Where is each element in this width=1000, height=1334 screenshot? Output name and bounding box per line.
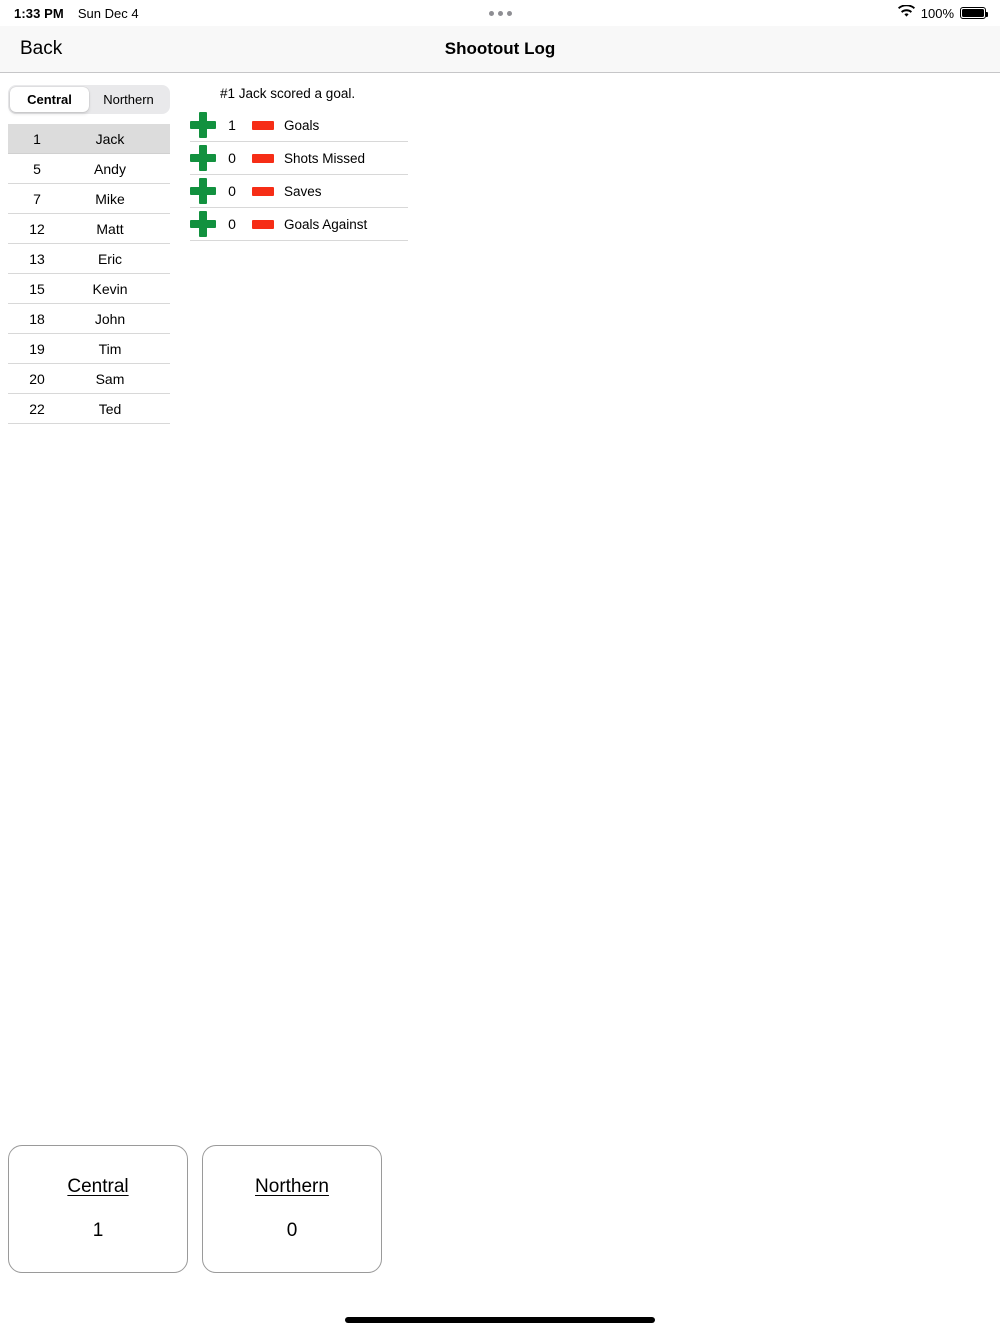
segment-central[interactable]: Central xyxy=(10,87,89,112)
table-row[interactable] xyxy=(8,124,170,154)
table-row[interactable] xyxy=(8,334,170,364)
table-row[interactable] xyxy=(8,274,170,304)
player-number: 5 xyxy=(33,160,41,177)
status-time: 1:33 PM xyxy=(14,5,64,21)
page-title: Shootout Log xyxy=(444,39,556,58)
table-row[interactable] xyxy=(8,304,170,334)
stat-panel xyxy=(190,83,610,241)
home-indicator[interactable] xyxy=(345,1317,655,1323)
score-value: 0 xyxy=(286,1220,298,1241)
roster-list xyxy=(8,124,170,424)
stat-row-goals xyxy=(190,109,408,142)
player-name: Jack xyxy=(95,130,125,147)
back-button[interactable]: Back xyxy=(0,38,62,60)
stat-row-saves xyxy=(190,175,408,208)
minus-icon[interactable] xyxy=(252,187,274,196)
stat-row-goals-against xyxy=(190,208,408,241)
score-value: 1 xyxy=(92,1220,104,1241)
player-number: 13 xyxy=(29,250,45,267)
minus-icon[interactable] xyxy=(252,220,274,229)
more-dots-icon xyxy=(489,11,512,16)
table-row[interactable] xyxy=(8,154,170,184)
main-content xyxy=(0,73,1000,1333)
navigation-bar xyxy=(0,26,1000,73)
stat-label: Saves xyxy=(284,183,322,199)
minus-icon[interactable] xyxy=(252,121,274,130)
player-name: Tim xyxy=(98,340,122,357)
status-date: Sun Dec 4 xyxy=(77,5,139,21)
status-bar xyxy=(0,0,1000,26)
team-segmented-control[interactable] xyxy=(8,85,170,114)
table-row[interactable] xyxy=(8,244,170,274)
battery-icon xyxy=(960,7,986,19)
player-number: 18 xyxy=(29,310,45,327)
status-bar-right xyxy=(898,5,986,21)
player-name: Matt xyxy=(96,220,124,237)
plus-icon[interactable] xyxy=(190,112,216,138)
player-number: 22 xyxy=(29,400,45,417)
player-number: 19 xyxy=(29,340,45,357)
table-row[interactable] xyxy=(8,394,170,424)
segment-northern[interactable]: Northern xyxy=(103,92,154,107)
score-card-northern[interactable] xyxy=(202,1145,382,1273)
stat-label: Goals Against xyxy=(284,216,368,232)
scoreboard xyxy=(8,1145,382,1273)
stat-label: Goals xyxy=(284,117,320,133)
score-team-name: Central xyxy=(67,1176,129,1197)
player-name: Andy xyxy=(94,160,126,177)
plus-icon[interactable] xyxy=(190,211,216,237)
stat-row-shots-missed xyxy=(190,142,408,175)
player-name: Kevin xyxy=(92,280,128,297)
player-number: 12 xyxy=(29,220,45,237)
player-name: Eric xyxy=(97,250,123,267)
stat-label: Shots Missed xyxy=(284,150,366,166)
score-card-central[interactable] xyxy=(8,1145,188,1273)
table-row[interactable] xyxy=(8,364,170,394)
stat-count: 0 xyxy=(228,150,236,166)
status-bar-left xyxy=(14,6,139,21)
stat-count: 0 xyxy=(228,183,236,199)
stat-caption: #1 Jack scored a goal. xyxy=(220,86,356,101)
battery-percent: 100% xyxy=(920,5,954,21)
player-name: Mike xyxy=(95,190,125,207)
player-name: John xyxy=(94,310,126,327)
wifi-icon xyxy=(898,5,915,21)
player-number: 15 xyxy=(29,280,45,297)
stat-count: 0 xyxy=(228,216,236,232)
table-row[interactable] xyxy=(8,184,170,214)
player-name: Ted xyxy=(98,400,122,417)
player-number: 20 xyxy=(29,370,45,387)
score-team-name: Northern xyxy=(255,1176,329,1197)
player-name: Sam xyxy=(95,370,125,387)
stat-count: 1 xyxy=(228,117,236,133)
status-bar-center xyxy=(0,0,1000,26)
player-number: 1 xyxy=(33,130,41,147)
player-number: 7 xyxy=(33,190,41,207)
plus-icon[interactable] xyxy=(190,178,216,204)
table-row[interactable] xyxy=(8,214,170,244)
plus-icon[interactable] xyxy=(190,145,216,171)
minus-icon[interactable] xyxy=(252,154,274,163)
